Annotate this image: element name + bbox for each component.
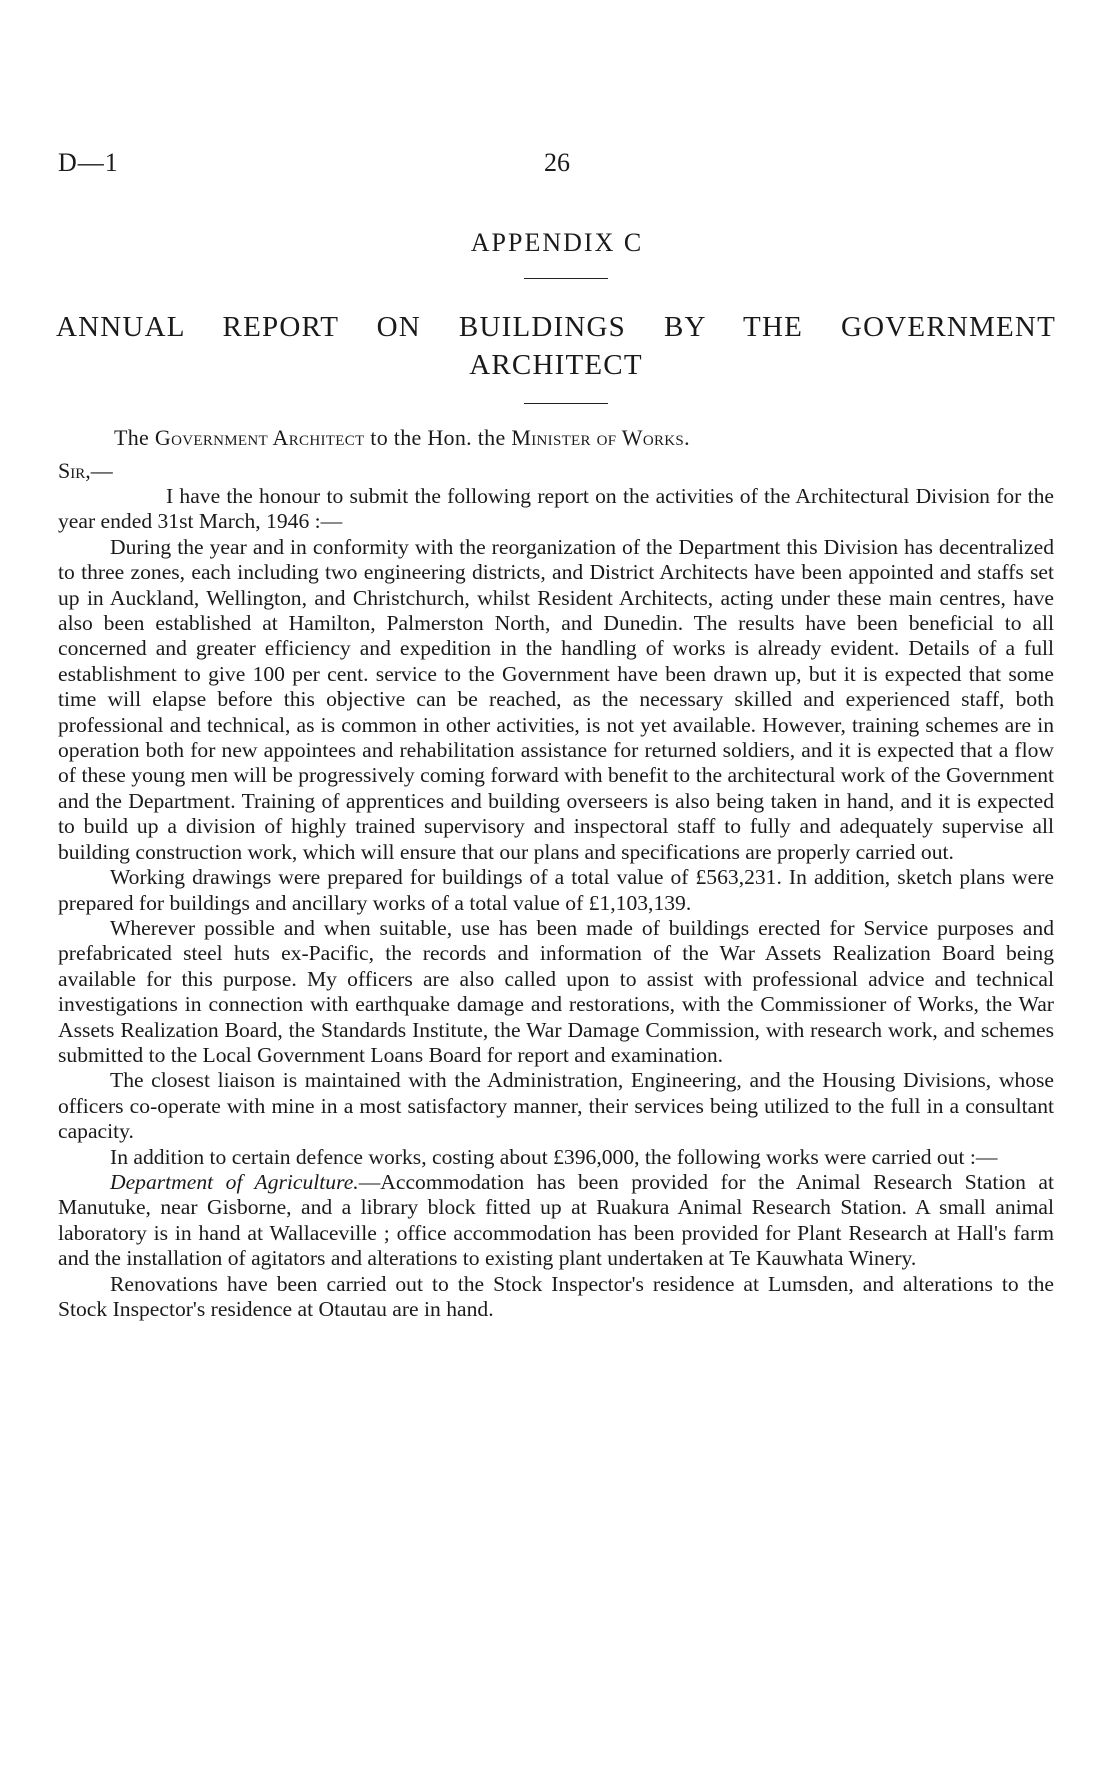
document-code: D—1 xyxy=(58,148,119,177)
agriculture-text: —Accommodation has been provided for the Animal Research Station at Manutuke, near Gisborne, and a library block fitted up at Ruakura Animal Research Station. A small animal laboratory is in hand at Wallaceville ; office accommodation has been provided for Plant Research at Hall's farm and the installation of agitators and alterations to existing plant undertaken at Te Kauwhata Winery. xyxy=(58,1169,1054,1271)
paragraph-intro: I have the honour to submit the following report on the activities of the Architectural Division for the year ended 31st March, 1946 :— xyxy=(58,484,1054,534)
report-body xyxy=(58,484,1054,1322)
salutation: Sir,— xyxy=(58,458,113,483)
report-title xyxy=(56,308,1056,384)
paragraph-decentralization: During the year and in conformity with the reorganization of the Department this Division has decentralized to three zones, each including two engineering districts, and District Architects have been appointed and staffs set up in Auckland, Wellington, and Christchurch, whilst Resident Architects, acting under these main centres, have also been established at Hamilton, Palmerston North, and Dunedin. The results have been beneficial to all concerned and greater efficiency and expedition in the handling of works is already evident. Details of a full establishment to give 100 per cent. service to the Government have been drawn up, but it is expected that some time will elapse before this objective can be reached, as the necessary skilled and experienced staff, both professional and technical, as is common in other activities, is not yet available. However, training schemes are in operation both for new appointees and rehabilitation assistance for returned soldiers, and it is expected that a flow of these young men will be progressively coming forward with benefit to the architectural work of the Government and the Department. Training of apprentices and building overseers is also being taken in hand, and it is expected to build up a division of highly trained supervisory and inspectoral staff to fully and adequately supervise all building construction work, which will ensure that our plans and specifications are properly carried out. xyxy=(58,534,1054,864)
agriculture-heading: Department of Agriculture. xyxy=(110,1169,359,1194)
paragraph-defence-works: In addition to certain defence works, costing about £396,000, the following works were carried out :— xyxy=(110,1144,998,1169)
paragraph-liaison: The closest liaison is maintained with the Administration, Engineering, and the Housing Divisions, whose officers co-operate with mine in a most satisfactory manner, their services being utilized to the full in a consultant capacity. xyxy=(58,1068,1054,1144)
report-title-line-2: ARCHITECT xyxy=(469,349,643,381)
title-divider-bottom xyxy=(524,403,608,404)
paragraph-renovations: Renovations have been carried out to the Stock Inspector's residence at Lumsden, and alterations to the Stock Inspector's residence at Otautau are in hand. xyxy=(58,1271,1054,1321)
report-title-line-1: ANNUAL REPORT ON BUILDINGS BY THE GOVERNMENT xyxy=(56,311,1056,343)
paragraph-war-assets: Wherever possible and when suitable, use has been made of buildings erected for Service purposes and prefabricated steel huts ex-Pacific, the records and information of the War Assets Realization Board being available for this purpose. My officers are also called upon to assist with professional advice and technical investigations in connection with earthquake damage and restorations, with the Commissioner of Works, the War Assets Realization Board, the Standards Institute, the War Damage Commission, with research work, and schemes submitted to the Local Government Loans Board for report and examination. xyxy=(58,915,1054,1067)
title-divider-top xyxy=(524,278,608,279)
appendix-title: APPENDIX C xyxy=(470,228,644,257)
paragraph-working-drawings: Working drawings were prepared for buildings of a total value of £563,231. In addition, sketch plans were prepared for buildings and ancillary works of a total value of £1,103,139. xyxy=(58,865,1054,915)
address-line xyxy=(114,425,690,451)
address-the: The xyxy=(114,425,155,450)
page-number: 26 xyxy=(544,148,570,177)
address-from: Government Architect xyxy=(154,425,365,450)
paragraph-agriculture xyxy=(58,1170,1054,1272)
address-mid: to the Hon. the xyxy=(370,425,506,450)
address-to: Minister of Works. xyxy=(511,425,690,450)
